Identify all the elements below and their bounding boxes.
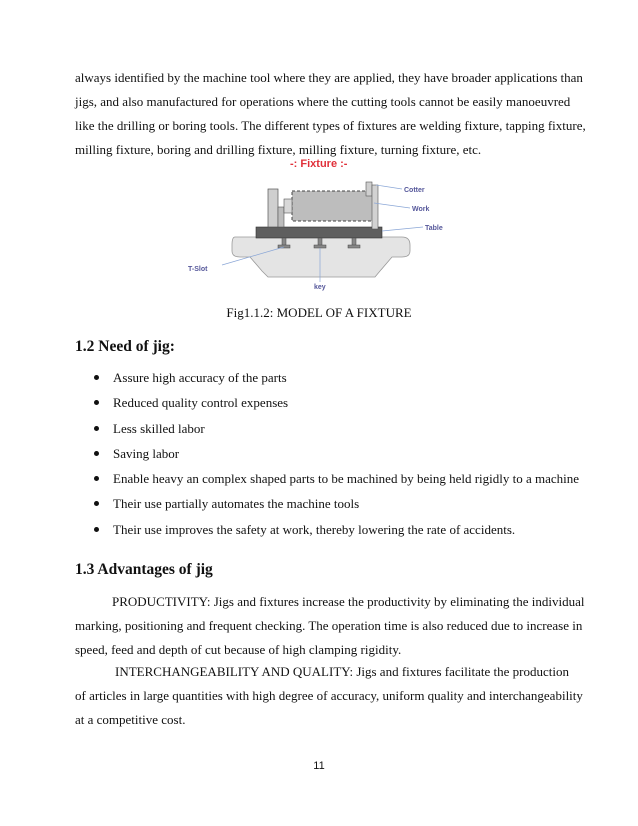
interchangeability-paragraph bbox=[75, 660, 583, 732]
text-line: jigs, and also manufactured for operations where the cutting tools cannot be easily manoeuvred bbox=[75, 94, 571, 109]
figure-caption: Fig1.1.2: MODEL OF A FIXTURE bbox=[226, 305, 412, 320]
text-line: speed, feed and depth of cut because of high clamping rigidity. bbox=[75, 642, 402, 657]
list-item bbox=[75, 419, 579, 444]
clamp-post bbox=[372, 185, 378, 229]
list-item-text: Assure high accuracy of the parts bbox=[113, 370, 287, 385]
need-list bbox=[75, 368, 579, 545]
list-item bbox=[75, 520, 579, 545]
text-line: marking, positioning and frequent checking. The operation time is also reduced due to increase in bbox=[75, 618, 583, 633]
bullet-icon bbox=[94, 400, 99, 405]
list-item-text: Their use improves the safety at work, thereby lowering the rate of accidents. bbox=[113, 521, 516, 537]
cotter bbox=[366, 182, 372, 196]
text-line: milling fixture, boring and drilling fixture, milling fixture, turning fixture, etc. bbox=[75, 142, 482, 157]
list-item bbox=[75, 469, 579, 494]
text-line: PRODUCTIVITY: Jigs and fixtures increase the productivity by eliminating the individual bbox=[112, 594, 585, 609]
label-tslot: T-Slot bbox=[188, 266, 208, 273]
bullet-icon bbox=[94, 375, 99, 380]
fixture-upright bbox=[268, 189, 278, 227]
page-number: 11 bbox=[313, 760, 325, 772]
section-heading-advantages: 1.3 Advantages of jig bbox=[75, 561, 213, 578]
list-item-text: Enable heavy an complex shaped parts to be machined by being held rigidly to a machine bbox=[113, 471, 580, 487]
text-line: at a competitive cost. bbox=[75, 712, 186, 727]
label-work: Work bbox=[412, 206, 430, 213]
list-item-text: Less skilled labor bbox=[113, 420, 205, 436]
bullet-icon bbox=[94, 501, 99, 506]
label-key: key bbox=[314, 284, 326, 291]
bullet-icon bbox=[94, 527, 99, 532]
section-heading-need: 1.2 Need of jig: bbox=[75, 338, 175, 355]
productivity-paragraph bbox=[75, 590, 585, 662]
label-cotter: Cotter bbox=[404, 187, 425, 194]
fixture-support bbox=[278, 207, 284, 227]
list-item-text: Saving labor bbox=[113, 445, 180, 461]
list-item-text: Their use partially automates the machine tools bbox=[113, 496, 360, 512]
text-line: of articles in large quantities with high degree of accuracy, uniform quality and interchangeability bbox=[75, 688, 583, 703]
bullet-icon bbox=[94, 426, 99, 431]
list-item bbox=[75, 393, 579, 418]
figure-title: -: Fixture :- bbox=[290, 158, 348, 170]
text-line: INTERCHANGEABILITY AND QUALITY: Jigs and fixtures facilitate the production bbox=[115, 664, 569, 679]
bullet-icon bbox=[94, 476, 99, 481]
list-item bbox=[75, 494, 579, 519]
work-piece bbox=[292, 191, 374, 221]
fixture-diagram bbox=[180, 155, 460, 300]
list-item bbox=[75, 368, 579, 393]
locator-pin bbox=[284, 199, 292, 213]
text-line: like the drilling or boring tools. The different types of fixtures are welding fixture, tapping fixture, bbox=[75, 118, 586, 133]
label-table: Table bbox=[425, 225, 443, 232]
fixture-plate bbox=[256, 227, 382, 238]
list-item-text: Reduced quality control expenses bbox=[113, 395, 289, 411]
bullet-icon bbox=[94, 451, 99, 456]
intro-paragraph bbox=[75, 66, 586, 162]
text-line: always identified by the machine tool where they are applied, they have broader applications than bbox=[75, 70, 583, 85]
list-item bbox=[75, 444, 579, 469]
